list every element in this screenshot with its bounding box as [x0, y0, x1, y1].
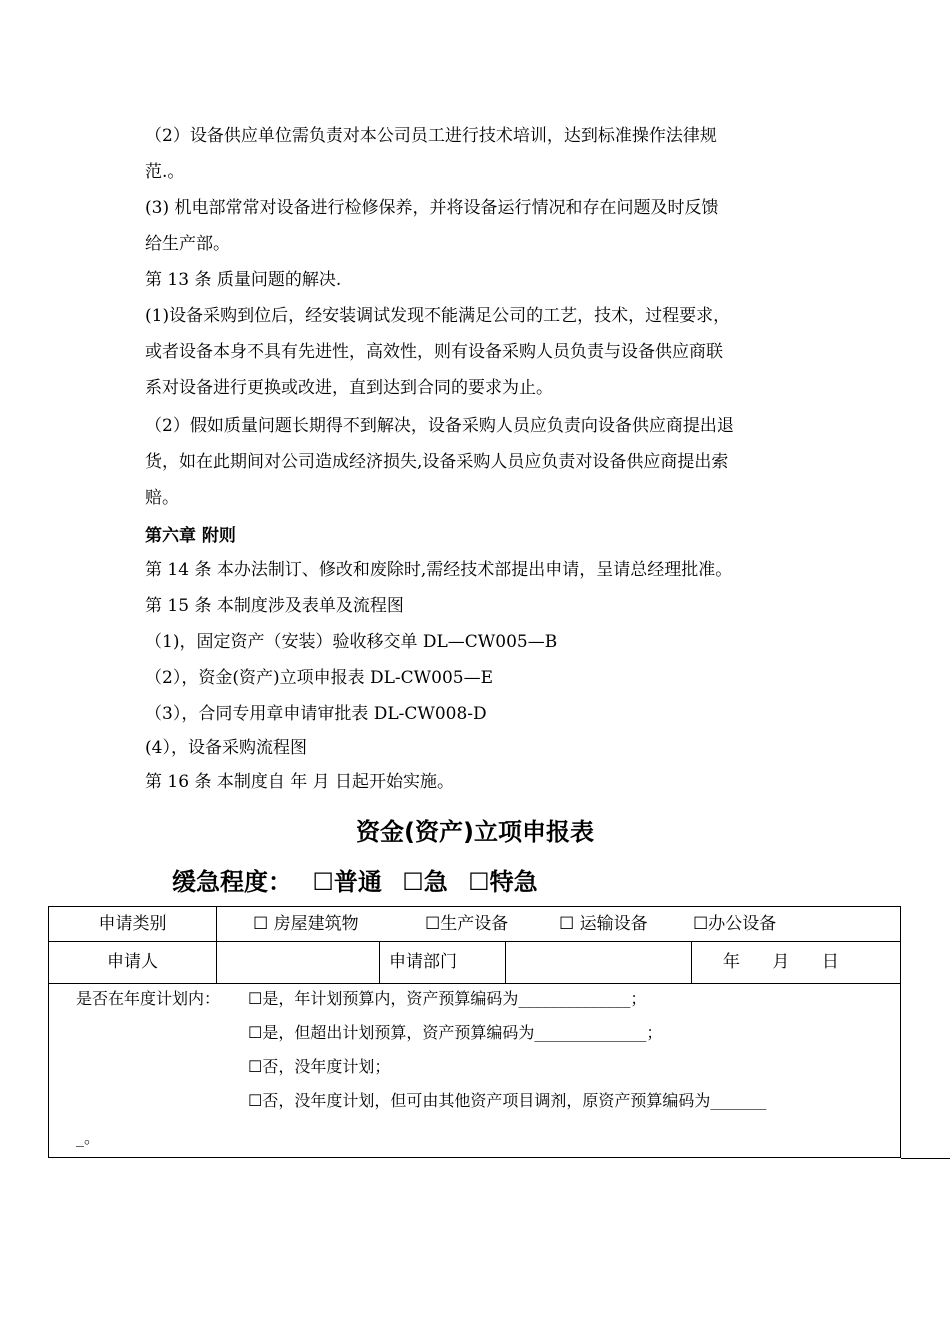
category-label: 申请类别	[98, 914, 167, 934]
plan-option-reallocate-cont: _。	[76, 1128, 101, 1147]
form-list-item-3: （3），合同专用章申请审批表 DL-CW008-D	[145, 704, 487, 724]
department-label: 申请部门	[389, 952, 457, 972]
urgency-special-checkbox: ☐特急	[468, 868, 538, 896]
article-15: 第 15 条 本制度涉及表单及流程图	[145, 596, 404, 616]
article-13-heading: 第 13 条 质量问题的解决.	[145, 270, 342, 290]
application-form-table	[48, 906, 901, 1158]
paragraph-quality-2-end: 赔。	[145, 488, 179, 508]
plan-option-reallocate[interactable]: ☐否，没年度计划，但可由其他资产项目调剂，原资产预算编码为_______	[248, 1091, 767, 1110]
plan-option-over-budget[interactable]: ☐是，但超出计划预算，资产预算编码为______________；	[248, 1023, 663, 1042]
form-title: 资金(资产)立项申报表	[356, 818, 594, 846]
paragraph-quality-1-cont: 或者设备本身不具有先进性，高效性，则有设备采购人员负责与设备供应商联	[145, 342, 723, 362]
annual-plan-label: 是否在年度计划内：	[76, 989, 221, 1008]
column-divider	[691, 941, 692, 983]
urgency-normal-checkbox[interactable]: ☐普通	[312, 868, 382, 896]
applicant-label: 申请人	[107, 952, 158, 972]
category-office-checkbox[interactable]: ☐办公设备	[693, 914, 777, 934]
urgency-label: 缓急程度：	[172, 868, 292, 896]
article-14: 第 14 条 本办法制订、修改和废除时,需经技术部提出申请，呈请总经理批准。	[145, 560, 733, 580]
paragraph-quality-2: （2）假如质量问题长期得不到解决，设备采购人员应负责向设备供应商提出退	[145, 416, 734, 436]
form-list-item-2: （2），资金(资产)立项申报表 DL-CW005—E	[145, 668, 493, 688]
article-16: 第 16 条 本制度自 年 月 日起开始实施。	[145, 772, 455, 792]
applicant-field[interactable]	[217, 944, 379, 980]
paragraph-training-cont: 范.。	[145, 162, 185, 182]
form-list-item-1: （1)，固定资产（安装）验收移交单 DL—CW005—B	[145, 632, 558, 652]
column-divider	[379, 941, 380, 983]
urgency-row	[172, 862, 550, 897]
date-field[interactable]: 年 月 日	[723, 952, 839, 972]
paragraph-training: （2）设备供应单位需负责对本公司员工进行技术培训，达到标准操作法律规	[145, 126, 717, 146]
paragraph-maintenance: (3) 机电部常常对设备进行检修保养，并将设备运行情况和存在问题及时反馈	[145, 198, 719, 218]
category-building-checkbox[interactable]: ☐ 房屋建筑物	[253, 914, 359, 934]
category-production-checkbox[interactable]: ☐生产设备	[425, 914, 509, 934]
category-transport-checkbox[interactable]: ☐ 运输设备	[559, 914, 648, 934]
paragraph-quality-1: (1)设备采购到位后，经安装调试发现不能满足公司的工艺，技术，过程要求，	[145, 306, 731, 326]
urgency-urgent-checkbox[interactable]: ☐急	[402, 868, 448, 896]
chapter-heading: 第六章 附则	[145, 526, 236, 546]
form-list-item-4: (4），设备采购流程图	[145, 738, 307, 758]
plan-option-within-budget[interactable]: ☐是，年计划预算内，资产预算编码为______________；	[248, 989, 647, 1008]
table-edge-line	[901, 1158, 950, 1159]
department-field[interactable]	[506, 944, 691, 980]
paragraph-quality-2-cont: 货，如在此期间对公司造成经济损失,设备采购人员应负责对设备供应商提出索	[145, 452, 729, 472]
paragraph-maintenance-cont: 给生产部。	[145, 234, 230, 254]
plan-option-no-plan[interactable]: ☐否，没年度计划；	[248, 1057, 391, 1076]
paragraph-quality-1-end: 系对设备进行更换或改进，直到达到合同的要求为止。	[145, 378, 553, 398]
